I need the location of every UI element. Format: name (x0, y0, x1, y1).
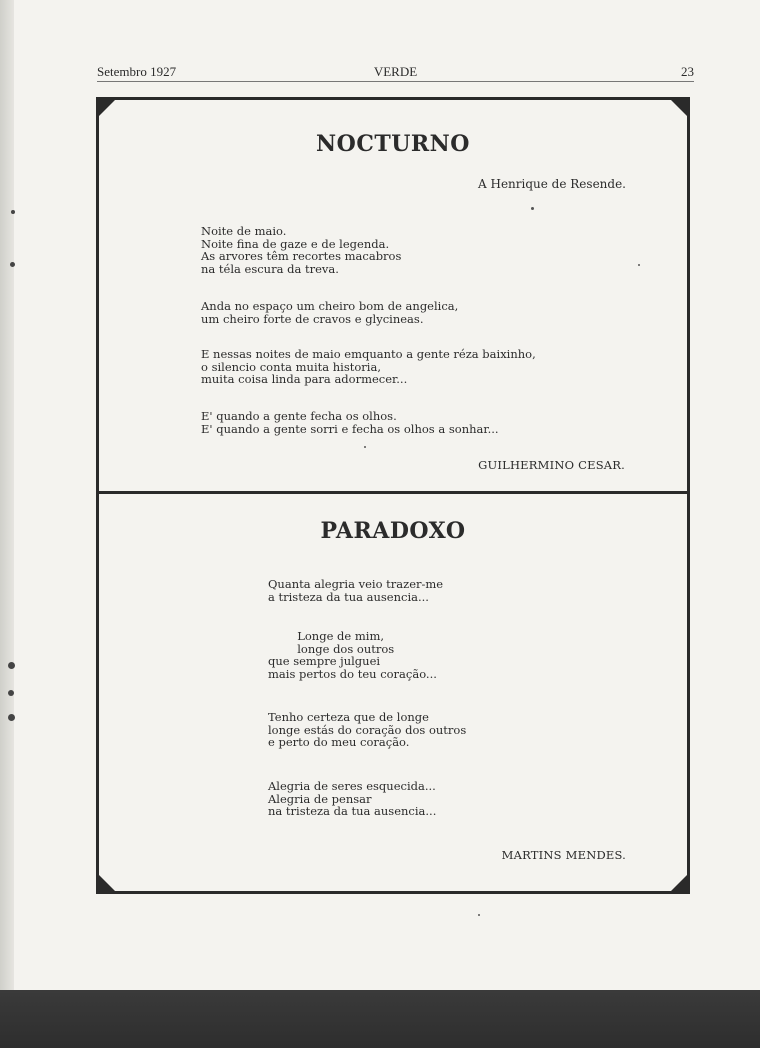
binding-mark (8, 690, 14, 696)
header-rule (97, 81, 694, 82)
poem-stanza: Tenho certeza que de longe longe estás do coração dos outros e perto do meu coração. (268, 710, 467, 749)
ink-speck (531, 207, 534, 210)
running-header (97, 64, 694, 80)
ink-speck (364, 446, 366, 448)
poem-stanza: Quanta alegria veio trazer-me a tristeza da tua ausencia... (268, 577, 444, 604)
poem-title-nocturno: NOCTURNO (316, 131, 470, 157)
corner-ornament-top-right (668, 97, 690, 119)
binding-mark (8, 662, 15, 669)
page-binding-edge (0, 0, 14, 990)
poem-stanza: Longe de mim, longe dos outros que sempre julguei mais pertos do teu coração... (268, 629, 437, 681)
binding-mark (11, 210, 15, 214)
corner-ornament-bottom-left (96, 872, 118, 894)
binding-mark (8, 714, 15, 721)
poem-stanza: Alegria de seres esquecida... Alegria de pensar na tristeza da tua ausencia... (268, 779, 437, 818)
corner-ornament-top-left (96, 97, 118, 119)
ink-speck (638, 264, 640, 266)
poem-title-paradoxo: PARADOXO (320, 518, 466, 544)
poem-author: GUILHERMINO CESAR. (478, 458, 625, 472)
poem-stanza: Anda no espaço um cheiro bom de angelica, um cheiro forte de cravos e glycineas. (201, 299, 459, 326)
header-journal-title: VERDE (373, 64, 418, 79)
poem-stanza: E nessas noites de maio emquanto a gente réza baixinho, o silencio conta muita historia, muita coisa linda para adormecer... (201, 347, 536, 386)
poem-divider (96, 491, 690, 494)
poem-author: MARTINS MENDES. (501, 848, 626, 862)
poem-stanza: Noite de maio. Noite fina de gaze e de legenda. As arvores têm recortes macabros na téla escura da treva. (201, 224, 402, 276)
binding-mark (10, 262, 15, 267)
poem-frame (96, 97, 690, 894)
poem-dedication: A Henrique de Resende. (478, 177, 626, 191)
poem-stanza: E' quando a gente fecha os olhos. E' quando a gente sorri e fecha os olhos a sonhar... (201, 409, 499, 436)
ink-speck (478, 914, 480, 916)
header-page-number: 23 (681, 64, 694, 79)
corner-ornament-bottom-right (668, 872, 690, 894)
scan-bottom-shadow (0, 990, 760, 1048)
header-date: Setembro 1927 (97, 64, 177, 79)
